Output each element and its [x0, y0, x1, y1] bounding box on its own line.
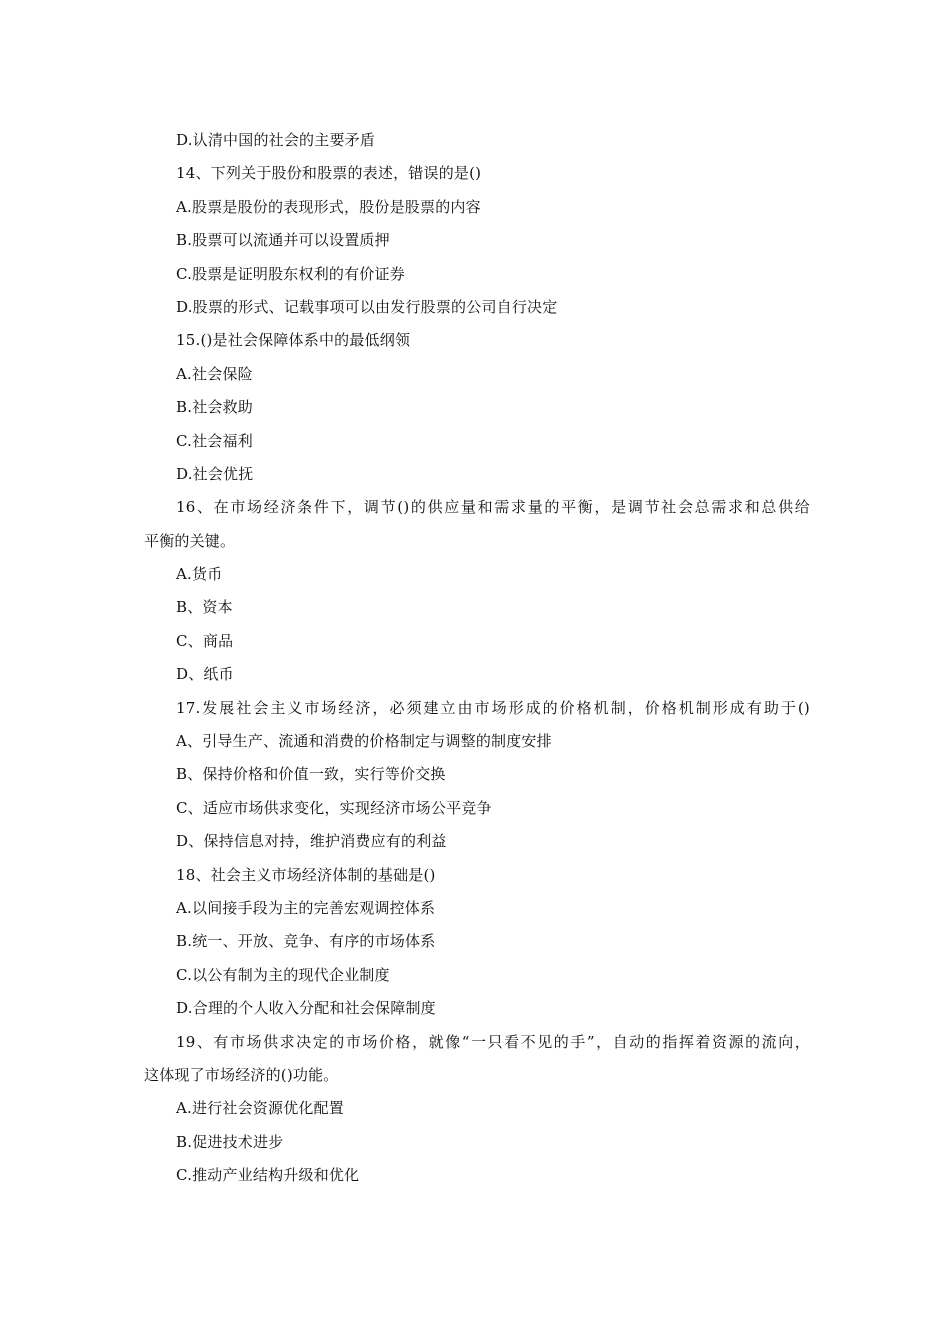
option-15-a: A.社会保险 [176, 364, 253, 383]
option-15-c: C.社会福利 [176, 431, 253, 450]
option-17-b: B、保持价格和价值一致，实行等价交换 [176, 765, 446, 784]
option-14-a: A.股票是股份的表现形式，股份是股票的内容 [176, 197, 481, 216]
option-19-a: A.进行社会资源优化配置 [176, 1099, 345, 1118]
option-14-b: B.股票可以流通并可以设置质押 [176, 231, 390, 250]
option-19-b: B.促进技术进步 [176, 1132, 284, 1151]
option-15-b: B.社会救助 [176, 398, 253, 417]
option-17-d: D、保持信息对持，维护消费应有的利益 [176, 832, 447, 851]
question-18: 18、社会主义市场经济体制的基础是() [176, 865, 436, 884]
option-13-d: D.认清中国的社会的主要矛盾 [176, 131, 376, 149]
option-14-c: C.股票是证明股东权利的有价证券 [176, 264, 405, 283]
option-16-d: D、纸币 [176, 665, 234, 684]
question-19-line-1: 19、有市场供求决定的市场价格，就像“一只看不见的手”，自动的指挥着资源的流向， [176, 1032, 810, 1051]
option-16-b: B、资本 [176, 598, 233, 617]
question-15: 15.()是社会保障体系中的最低纲领 [176, 331, 411, 350]
question-17: 17.发展社会主义市场经济，必须建立由市场形成的价格机制，价格机制形成有助于() [176, 698, 810, 717]
option-18-c: C.以公有制为主的现代企业制度 [176, 965, 390, 984]
option-18-b: B.统一、开放、竞争、有序的市场体系 [176, 932, 436, 951]
question-16-line-2: 平衡的关键。 [144, 531, 236, 550]
question-16-line-1: 16、在市场经济条件下，调节()的供应量和需求量的平衡，是调节社会总需求和总供给 [176, 498, 810, 517]
option-14-d: D.股票的形式、记载事项可以由发行股票的公司自行决定 [176, 297, 558, 316]
option-16-a: A.货币 [176, 565, 223, 584]
option-16-c: C、商品 [176, 631, 234, 650]
option-17-a: A、引导生产、流通和消费的价格制定与调整的制度安排 [176, 732, 552, 751]
option-18-d: D.合理的个人收入分配和社会保障制度 [176, 999, 436, 1018]
option-17-c: C、适应市场供求变化，实现经济市场公平竞争 [176, 798, 492, 817]
option-19-c: C.推动产业结构升级和优化 [176, 1166, 360, 1185]
question-19-line-2: 这体现了市场经济的()功能。 [144, 1065, 339, 1084]
option-15-d: D.社会优抚 [176, 464, 254, 483]
option-18-a: A.以间接手段为主的完善宏观调控体系 [176, 898, 436, 917]
document-body [144, 124, 810, 1193]
question-14: 14、下列关于股份和股票的表述，错误的是() [176, 164, 482, 183]
